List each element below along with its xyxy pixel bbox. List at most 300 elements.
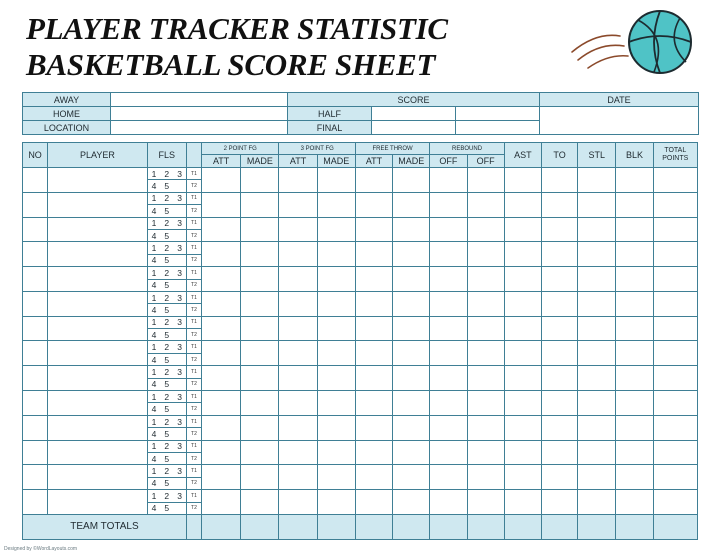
foul-box[interactable]: 4 bbox=[147, 279, 160, 291]
foul-box[interactable]: 2 bbox=[160, 217, 173, 229]
stat-cell[interactable] bbox=[616, 415, 653, 440]
stat-cell[interactable] bbox=[578, 490, 616, 515]
foul-box[interactable]: 2 bbox=[160, 242, 173, 254]
stat-cell[interactable] bbox=[393, 267, 430, 292]
stat-cell[interactable] bbox=[279, 267, 317, 292]
stat-cell[interactable] bbox=[430, 242, 467, 267]
stat-cell[interactable] bbox=[653, 242, 697, 267]
stat-cell[interactable] bbox=[241, 168, 279, 193]
foul-box[interactable] bbox=[173, 403, 186, 415]
foul-box[interactable]: 3 bbox=[173, 465, 186, 477]
stat-cell[interactable] bbox=[355, 316, 392, 341]
foul-box[interactable]: 2 bbox=[160, 415, 173, 427]
stat-cell[interactable] bbox=[393, 465, 430, 490]
stat-cell[interactable] bbox=[202, 291, 241, 316]
foul-box[interactable]: 2 bbox=[160, 168, 173, 180]
stat-cell[interactable] bbox=[202, 316, 241, 341]
stat-cell[interactable] bbox=[653, 217, 697, 242]
foul-box[interactable]: 5 bbox=[160, 254, 173, 266]
stat-cell[interactable] bbox=[504, 440, 541, 465]
team-total-cell[interactable] bbox=[241, 514, 279, 539]
stat-cell[interactable] bbox=[355, 341, 392, 366]
foul-box[interactable]: 5 bbox=[160, 502, 173, 514]
stat-cell[interactable] bbox=[504, 366, 541, 391]
stat-cell[interactable] bbox=[541, 168, 577, 193]
foul-box[interactable] bbox=[173, 353, 186, 365]
stat-cell[interactable] bbox=[430, 366, 467, 391]
player-no-cell[interactable] bbox=[23, 291, 48, 316]
stat-cell[interactable] bbox=[541, 217, 577, 242]
foul-box[interactable]: 5 bbox=[160, 229, 173, 241]
stat-cell[interactable] bbox=[504, 192, 541, 217]
stat-cell[interactable] bbox=[467, 291, 504, 316]
foul-box[interactable] bbox=[173, 477, 186, 489]
foul-box[interactable]: 1 bbox=[147, 440, 160, 452]
stat-cell[interactable] bbox=[317, 440, 355, 465]
player-no-cell[interactable] bbox=[23, 242, 48, 267]
stat-cell[interactable] bbox=[355, 366, 392, 391]
stat-cell[interactable] bbox=[541, 316, 577, 341]
foul-box[interactable]: 4 bbox=[147, 477, 160, 489]
stat-cell[interactable] bbox=[616, 217, 653, 242]
foul-box[interactable]: 4 bbox=[147, 205, 160, 217]
stat-cell[interactable] bbox=[279, 242, 317, 267]
stat-cell[interactable] bbox=[467, 366, 504, 391]
final-score-1[interactable] bbox=[372, 121, 456, 135]
stat-cell[interactable] bbox=[393, 391, 430, 416]
stat-cell[interactable] bbox=[616, 440, 653, 465]
team-total-cell[interactable] bbox=[279, 514, 317, 539]
foul-box[interactable]: 4 bbox=[147, 403, 160, 415]
foul-box[interactable]: 3 bbox=[173, 316, 186, 328]
stat-cell[interactable] bbox=[317, 267, 355, 292]
team-total-cell[interactable] bbox=[467, 514, 504, 539]
player-name-cell[interactable] bbox=[48, 242, 148, 267]
foul-box[interactable]: 5 bbox=[160, 180, 173, 192]
stat-cell[interactable] bbox=[578, 440, 616, 465]
player-no-cell[interactable] bbox=[23, 192, 48, 217]
player-name-cell[interactable] bbox=[48, 192, 148, 217]
stat-cell[interactable] bbox=[504, 415, 541, 440]
stat-cell[interactable] bbox=[467, 341, 504, 366]
foul-box[interactable]: 4 bbox=[147, 229, 160, 241]
stat-cell[interactable] bbox=[467, 465, 504, 490]
player-name-cell[interactable] bbox=[48, 316, 148, 341]
stat-cell[interactable] bbox=[467, 192, 504, 217]
stat-cell[interactable] bbox=[393, 366, 430, 391]
stat-cell[interactable] bbox=[241, 440, 279, 465]
foul-box[interactable]: 3 bbox=[173, 440, 186, 452]
stat-cell[interactable] bbox=[578, 267, 616, 292]
stat-cell[interactable] bbox=[355, 267, 392, 292]
stat-cell[interactable] bbox=[317, 168, 355, 193]
player-name-cell[interactable] bbox=[48, 391, 148, 416]
foul-box[interactable]: 1 bbox=[147, 267, 160, 279]
stat-cell[interactable] bbox=[279, 490, 317, 515]
team-total-cell[interactable] bbox=[653, 514, 697, 539]
stat-cell[interactable] bbox=[355, 415, 392, 440]
stat-cell[interactable] bbox=[241, 242, 279, 267]
player-no-cell[interactable] bbox=[23, 341, 48, 366]
stat-cell[interactable] bbox=[504, 341, 541, 366]
foul-box[interactable]: 3 bbox=[173, 341, 186, 353]
stat-cell[interactable] bbox=[241, 217, 279, 242]
stat-cell[interactable] bbox=[279, 465, 317, 490]
stat-cell[interactable] bbox=[430, 341, 467, 366]
stat-cell[interactable] bbox=[504, 217, 541, 242]
player-no-cell[interactable] bbox=[23, 366, 48, 391]
foul-box[interactable] bbox=[173, 279, 186, 291]
stat-cell[interactable] bbox=[467, 440, 504, 465]
player-no-cell[interactable] bbox=[23, 440, 48, 465]
player-name-cell[interactable] bbox=[48, 465, 148, 490]
player-no-cell[interactable] bbox=[23, 465, 48, 490]
foul-box[interactable]: 4 bbox=[147, 502, 160, 514]
foul-box[interactable]: 4 bbox=[147, 329, 160, 341]
stat-cell[interactable] bbox=[393, 341, 430, 366]
player-no-cell[interactable] bbox=[23, 217, 48, 242]
foul-box[interactable]: 4 bbox=[147, 254, 160, 266]
stat-cell[interactable] bbox=[578, 217, 616, 242]
stat-cell[interactable] bbox=[317, 490, 355, 515]
stat-cell[interactable] bbox=[467, 242, 504, 267]
stat-cell[interactable] bbox=[430, 291, 467, 316]
stat-cell[interactable] bbox=[355, 291, 392, 316]
stat-cell[interactable] bbox=[430, 267, 467, 292]
player-name-cell[interactable] bbox=[48, 440, 148, 465]
stat-cell[interactable] bbox=[430, 168, 467, 193]
stat-cell[interactable] bbox=[578, 415, 616, 440]
team-total-cell[interactable] bbox=[317, 514, 355, 539]
stat-cell[interactable] bbox=[279, 440, 317, 465]
team-total-cell[interactable] bbox=[504, 514, 541, 539]
stat-cell[interactable] bbox=[578, 316, 616, 341]
stat-cell[interactable] bbox=[279, 291, 317, 316]
foul-box[interactable]: 4 bbox=[147, 378, 160, 390]
stat-cell[interactable] bbox=[541, 192, 577, 217]
stat-cell[interactable] bbox=[317, 217, 355, 242]
player-no-cell[interactable] bbox=[23, 267, 48, 292]
stat-cell[interactable] bbox=[504, 242, 541, 267]
stat-cell[interactable] bbox=[541, 366, 577, 391]
stat-cell[interactable] bbox=[653, 267, 697, 292]
stat-cell[interactable] bbox=[279, 391, 317, 416]
foul-box[interactable]: 5 bbox=[160, 304, 173, 316]
foul-box[interactable]: 5 bbox=[160, 428, 173, 440]
stat-cell[interactable] bbox=[616, 366, 653, 391]
player-name-cell[interactable] bbox=[48, 341, 148, 366]
stat-cell[interactable] bbox=[541, 267, 577, 292]
foul-box[interactable] bbox=[173, 428, 186, 440]
player-no-cell[interactable] bbox=[23, 490, 48, 515]
player-no-cell[interactable] bbox=[23, 168, 48, 193]
team-total-cell[interactable] bbox=[355, 514, 392, 539]
stat-cell[interactable] bbox=[504, 291, 541, 316]
player-name-cell[interactable] bbox=[48, 267, 148, 292]
foul-box[interactable]: 2 bbox=[160, 391, 173, 403]
stat-cell[interactable] bbox=[202, 341, 241, 366]
stat-cell[interactable] bbox=[653, 465, 697, 490]
stat-cell[interactable] bbox=[202, 391, 241, 416]
stat-cell[interactable] bbox=[202, 440, 241, 465]
foul-box[interactable]: 5 bbox=[160, 452, 173, 464]
stat-cell[interactable] bbox=[202, 490, 241, 515]
stat-cell[interactable] bbox=[653, 192, 697, 217]
stat-cell[interactable] bbox=[616, 316, 653, 341]
away-field[interactable] bbox=[111, 93, 288, 107]
stat-cell[interactable] bbox=[467, 415, 504, 440]
stat-cell[interactable] bbox=[241, 391, 279, 416]
stat-cell[interactable] bbox=[578, 391, 616, 416]
stat-cell[interactable] bbox=[541, 291, 577, 316]
stat-cell[interactable] bbox=[430, 415, 467, 440]
stat-cell[interactable] bbox=[541, 415, 577, 440]
stat-cell[interactable] bbox=[241, 341, 279, 366]
foul-box[interactable]: 1 bbox=[147, 217, 160, 229]
foul-box[interactable]: 3 bbox=[173, 192, 186, 204]
stat-cell[interactable] bbox=[279, 316, 317, 341]
stat-cell[interactable] bbox=[317, 291, 355, 316]
stat-cell[interactable] bbox=[202, 192, 241, 217]
foul-box[interactable]: 2 bbox=[160, 490, 173, 502]
stat-cell[interactable] bbox=[616, 192, 653, 217]
foul-box[interactable]: 4 bbox=[147, 428, 160, 440]
stat-cell[interactable] bbox=[393, 415, 430, 440]
stat-cell[interactable] bbox=[241, 366, 279, 391]
stat-cell[interactable] bbox=[653, 490, 697, 515]
stat-cell[interactable] bbox=[504, 490, 541, 515]
stat-cell[interactable] bbox=[504, 316, 541, 341]
stat-cell[interactable] bbox=[541, 465, 577, 490]
stat-cell[interactable] bbox=[541, 490, 577, 515]
stat-cell[interactable] bbox=[653, 316, 697, 341]
player-name-cell[interactable] bbox=[48, 217, 148, 242]
stat-cell[interactable] bbox=[241, 267, 279, 292]
foul-box[interactable]: 1 bbox=[147, 192, 160, 204]
stat-cell[interactable] bbox=[430, 465, 467, 490]
stat-cell[interactable] bbox=[355, 490, 392, 515]
stat-cell[interactable] bbox=[317, 192, 355, 217]
foul-box[interactable]: 3 bbox=[173, 415, 186, 427]
foul-box[interactable]: 1 bbox=[147, 391, 160, 403]
stat-cell[interactable] bbox=[578, 192, 616, 217]
stat-cell[interactable] bbox=[467, 316, 504, 341]
foul-box[interactable]: 5 bbox=[160, 329, 173, 341]
foul-box[interactable]: 2 bbox=[160, 440, 173, 452]
foul-box[interactable]: 1 bbox=[147, 168, 160, 180]
stat-cell[interactable] bbox=[430, 391, 467, 416]
foul-box[interactable]: 2 bbox=[160, 192, 173, 204]
stat-cell[interactable] bbox=[504, 465, 541, 490]
half-score-2[interactable] bbox=[456, 107, 540, 121]
stat-cell[interactable] bbox=[467, 391, 504, 416]
stat-cell[interactable] bbox=[317, 366, 355, 391]
stat-cell[interactable] bbox=[616, 465, 653, 490]
stat-cell[interactable] bbox=[616, 267, 653, 292]
foul-box[interactable] bbox=[173, 254, 186, 266]
stat-cell[interactable] bbox=[202, 267, 241, 292]
foul-box[interactable]: 4 bbox=[147, 353, 160, 365]
foul-box[interactable] bbox=[173, 304, 186, 316]
stat-cell[interactable] bbox=[241, 465, 279, 490]
stat-cell[interactable] bbox=[653, 366, 697, 391]
stat-cell[interactable] bbox=[393, 291, 430, 316]
team-total-cell[interactable] bbox=[430, 514, 467, 539]
stat-cell[interactable] bbox=[541, 341, 577, 366]
stat-cell[interactable] bbox=[467, 267, 504, 292]
foul-box[interactable]: 2 bbox=[160, 465, 173, 477]
stat-cell[interactable] bbox=[467, 490, 504, 515]
team-total-cell[interactable] bbox=[616, 514, 653, 539]
stat-cell[interactable] bbox=[355, 192, 392, 217]
stat-cell[interactable] bbox=[241, 192, 279, 217]
player-name-cell[interactable] bbox=[48, 168, 148, 193]
foul-box[interactable]: 1 bbox=[147, 490, 160, 502]
stat-cell[interactable] bbox=[317, 415, 355, 440]
stat-cell[interactable] bbox=[279, 168, 317, 193]
foul-box[interactable]: 4 bbox=[147, 180, 160, 192]
stat-cell[interactable] bbox=[393, 440, 430, 465]
foul-box[interactable]: 3 bbox=[173, 242, 186, 254]
stat-cell[interactable] bbox=[578, 366, 616, 391]
stat-cell[interactable] bbox=[467, 217, 504, 242]
stat-cell[interactable] bbox=[578, 242, 616, 267]
foul-box[interactable]: 3 bbox=[173, 291, 186, 303]
stat-cell[interactable] bbox=[393, 192, 430, 217]
stat-cell[interactable] bbox=[393, 242, 430, 267]
stat-cell[interactable] bbox=[393, 316, 430, 341]
stat-cell[interactable] bbox=[355, 242, 392, 267]
foul-box[interactable]: 2 bbox=[160, 366, 173, 378]
stat-cell[interactable] bbox=[279, 366, 317, 391]
foul-box[interactable]: 1 bbox=[147, 291, 160, 303]
stat-cell[interactable] bbox=[317, 465, 355, 490]
foul-box[interactable] bbox=[173, 378, 186, 390]
foul-box[interactable]: 5 bbox=[160, 477, 173, 489]
stat-cell[interactable] bbox=[279, 192, 317, 217]
stat-cell[interactable] bbox=[355, 440, 392, 465]
stat-cell[interactable] bbox=[616, 391, 653, 416]
stat-cell[interactable] bbox=[279, 415, 317, 440]
foul-box[interactable]: 2 bbox=[160, 341, 173, 353]
foul-box[interactable]: 1 bbox=[147, 415, 160, 427]
team-total-cell[interactable] bbox=[393, 514, 430, 539]
stat-cell[interactable] bbox=[393, 217, 430, 242]
foul-box[interactable] bbox=[173, 502, 186, 514]
foul-box[interactable]: 1 bbox=[147, 366, 160, 378]
foul-box[interactable]: 2 bbox=[160, 316, 173, 328]
stat-cell[interactable] bbox=[616, 168, 653, 193]
stat-cell[interactable] bbox=[241, 490, 279, 515]
player-no-cell[interactable] bbox=[23, 415, 48, 440]
stat-cell[interactable] bbox=[430, 192, 467, 217]
stat-cell[interactable] bbox=[279, 217, 317, 242]
half-score-1[interactable] bbox=[372, 107, 456, 121]
final-score-2[interactable] bbox=[456, 121, 540, 135]
foul-box[interactable]: 1 bbox=[147, 316, 160, 328]
stat-cell[interactable] bbox=[616, 490, 653, 515]
stat-cell[interactable] bbox=[653, 341, 697, 366]
home-field[interactable] bbox=[111, 107, 288, 121]
stat-cell[interactable] bbox=[317, 341, 355, 366]
foul-box[interactable] bbox=[173, 329, 186, 341]
stat-cell[interactable] bbox=[202, 465, 241, 490]
foul-box[interactable]: 5 bbox=[160, 205, 173, 217]
foul-box[interactable] bbox=[173, 452, 186, 464]
team-total-cell[interactable] bbox=[202, 514, 241, 539]
stat-cell[interactable] bbox=[317, 391, 355, 416]
stat-cell[interactable] bbox=[317, 242, 355, 267]
foul-box[interactable]: 3 bbox=[173, 267, 186, 279]
stat-cell[interactable] bbox=[241, 291, 279, 316]
team-total-cell[interactable] bbox=[541, 514, 577, 539]
foul-box[interactable]: 4 bbox=[147, 452, 160, 464]
team-total-cell[interactable] bbox=[578, 514, 616, 539]
foul-box[interactable]: 5 bbox=[160, 353, 173, 365]
stat-cell[interactable] bbox=[355, 391, 392, 416]
stat-cell[interactable] bbox=[241, 415, 279, 440]
stat-cell[interactable] bbox=[355, 465, 392, 490]
stat-cell[interactable] bbox=[653, 415, 697, 440]
stat-cell[interactable] bbox=[541, 242, 577, 267]
stat-cell[interactable] bbox=[578, 465, 616, 490]
foul-box[interactable]: 1 bbox=[147, 341, 160, 353]
foul-box[interactable]: 2 bbox=[160, 291, 173, 303]
stat-cell[interactable] bbox=[504, 267, 541, 292]
stat-cell[interactable] bbox=[616, 341, 653, 366]
foul-box[interactable] bbox=[173, 229, 186, 241]
foul-box[interactable]: 3 bbox=[173, 391, 186, 403]
player-name-cell[interactable] bbox=[48, 366, 148, 391]
foul-box[interactable]: 1 bbox=[147, 242, 160, 254]
stat-cell[interactable] bbox=[616, 291, 653, 316]
stat-cell[interactable] bbox=[393, 168, 430, 193]
foul-box[interactable]: 5 bbox=[160, 279, 173, 291]
foul-box[interactable] bbox=[173, 205, 186, 217]
stat-cell[interactable] bbox=[504, 168, 541, 193]
stat-cell[interactable] bbox=[279, 341, 317, 366]
stat-cell[interactable] bbox=[317, 316, 355, 341]
player-no-cell[interactable] bbox=[23, 316, 48, 341]
location-field[interactable] bbox=[111, 121, 288, 135]
stat-cell[interactable] bbox=[202, 415, 241, 440]
foul-box[interactable]: 3 bbox=[173, 490, 186, 502]
stat-cell[interactable] bbox=[653, 440, 697, 465]
stat-cell[interactable] bbox=[578, 168, 616, 193]
foul-box[interactable]: 3 bbox=[173, 217, 186, 229]
foul-box[interactable]: 3 bbox=[173, 168, 186, 180]
foul-box[interactable]: 1 bbox=[147, 465, 160, 477]
player-name-cell[interactable] bbox=[48, 490, 148, 515]
foul-box[interactable] bbox=[173, 180, 186, 192]
stat-cell[interactable] bbox=[202, 217, 241, 242]
stat-cell[interactable] bbox=[541, 440, 577, 465]
stat-cell[interactable] bbox=[355, 217, 392, 242]
stat-cell[interactable] bbox=[578, 341, 616, 366]
stat-cell[interactable] bbox=[616, 242, 653, 267]
stat-cell[interactable] bbox=[202, 366, 241, 391]
stat-cell[interactable] bbox=[653, 391, 697, 416]
foul-box[interactable]: 5 bbox=[160, 378, 173, 390]
foul-box[interactable]: 4 bbox=[147, 304, 160, 316]
stat-cell[interactable] bbox=[241, 316, 279, 341]
foul-box[interactable]: 3 bbox=[173, 366, 186, 378]
player-no-cell[interactable] bbox=[23, 391, 48, 416]
stat-cell[interactable] bbox=[430, 316, 467, 341]
stat-cell[interactable] bbox=[467, 168, 504, 193]
stat-cell[interactable] bbox=[355, 168, 392, 193]
stat-cell[interactable] bbox=[504, 391, 541, 416]
